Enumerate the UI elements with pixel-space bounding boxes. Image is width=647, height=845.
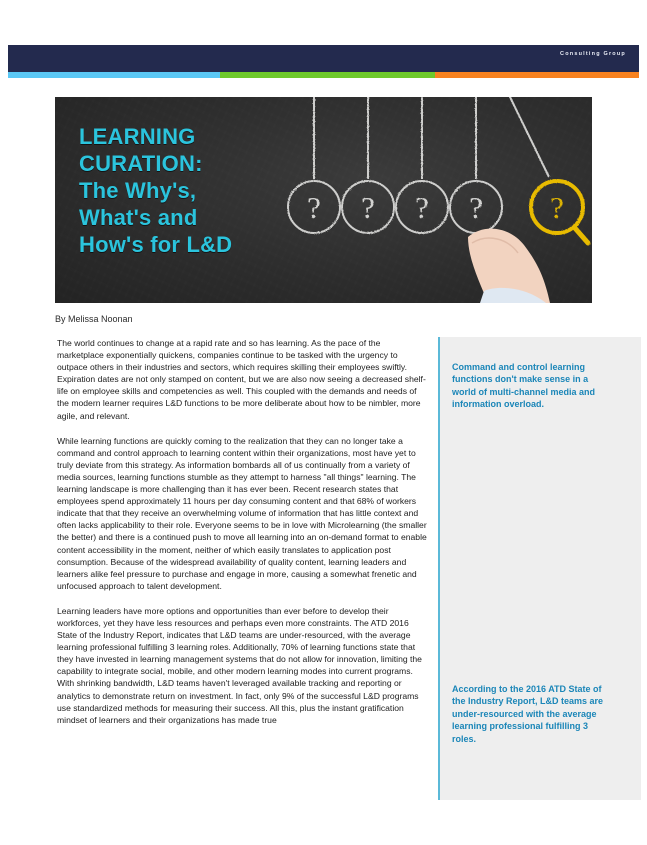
byline: By Melissa Noonan <box>55 314 133 324</box>
hand-holding-magnifier <box>454 193 574 303</box>
brand-wordmark: Consulting Group <box>560 51 626 57</box>
brand-header-bar <box>8 45 639 72</box>
hero-title <box>79 123 329 258</box>
hero-title-line-2: CURATION: <box>79 151 203 176</box>
pullquote: According to the 2016 ATD State of the Industry Report, L&D teams are under-resourced with the average learning professional fulfilling 3 roles. <box>452 684 604 744</box>
article-body <box>57 337 429 739</box>
hero-banner <box>55 97 592 303</box>
accent-stripe-orange <box>435 72 639 78</box>
accent-stripe <box>8 72 639 78</box>
pullquote: Command and control learning functions don't make sense in a world of multi-channel media and information overload. <box>452 362 596 410</box>
hero-title-line-4: What's and <box>79 205 198 230</box>
svg-text:?: ? <box>307 190 321 225</box>
hero-title-line-5: How's for L&D <box>79 232 233 257</box>
accent-stripe-blue <box>8 72 220 78</box>
article-paragraph: Learning leaders have more options and opportunities than ever before to develop their workforces, yet they have less resources and perhaps even more constraints. The ATD 2016 State of the Industry Report, indicates that L&D teams are under-resourced, with the average learning professional fulfilling 3 learning roles. Additionally, 70% of learning functions state that they have invested in learning management systems that do not allow for innovation, limiting the capability to integrate social, mobile, and other modern learning modes into current programs. With shrinking bandwidth, L&D teams haven't leveraged available tracking and reporting or analytics to demonstrate return on investment. In fact, only 9% of the successful L&D programs use standardized methods for measuring their success. All this, plus the instant gratification mindset of learners and their organizations has made true <box>57 605 422 725</box>
svg-text:?: ? <box>550 190 564 225</box>
svg-text:?: ? <box>361 190 375 225</box>
hero-title-line-1: LEARNING <box>79 124 196 149</box>
svg-text:?: ? <box>415 190 429 225</box>
sidebar-panel <box>438 337 641 800</box>
article-paragraph: The world continues to change at a rapid rate and so has learning. As the pace of the marketplace exponentially quickens, companies continue to be tasked with the urgency to outpace others in their industries and sectors, which requires skilling their employees swiftly. Expiration dates are not only stamped on content, but we are also now seeing a decreased shelf-life on employee skills and competencies as well. This coupled with the demands and needs of the modern learner requires L&D functions to be more deliberate about how to be nimbler, more agile, and relevant. <box>57 338 426 421</box>
hero-title-line-3: The Why's, <box>79 178 197 203</box>
article-paragraph: While learning functions are quickly coming to the realization that they can no longer take a command and control approach to learning content within their organizations, most have yet to truly deviate from this strategy. As information bombards all of us continually from a variety of media sources, learning functions stumble as they attempt to harness "all things" learning. The learning landscape is more challenging than it has ever been. Recent research states that employees spend approximately 11 hours per day consuming content and that 68% of workers indicate that that they receive an overwhelming volume of information that has little context and often lacks applicability to their role. Everyone seems to be in love with Microlearning (the smaller the better) and there is a continued push to move all learning into an on-demand format to enable content accessibility in the moment, neither of which easily translates to application post consumption. Because of the widespread availability of quality content, learning leaders and learners alike feel pressure to purchase and engage in more, causing a somewhat frenetic and unfocused approach to talent development. <box>57 435 427 591</box>
accent-stripe-green <box>220 72 435 78</box>
svg-text:?: ? <box>469 190 483 225</box>
